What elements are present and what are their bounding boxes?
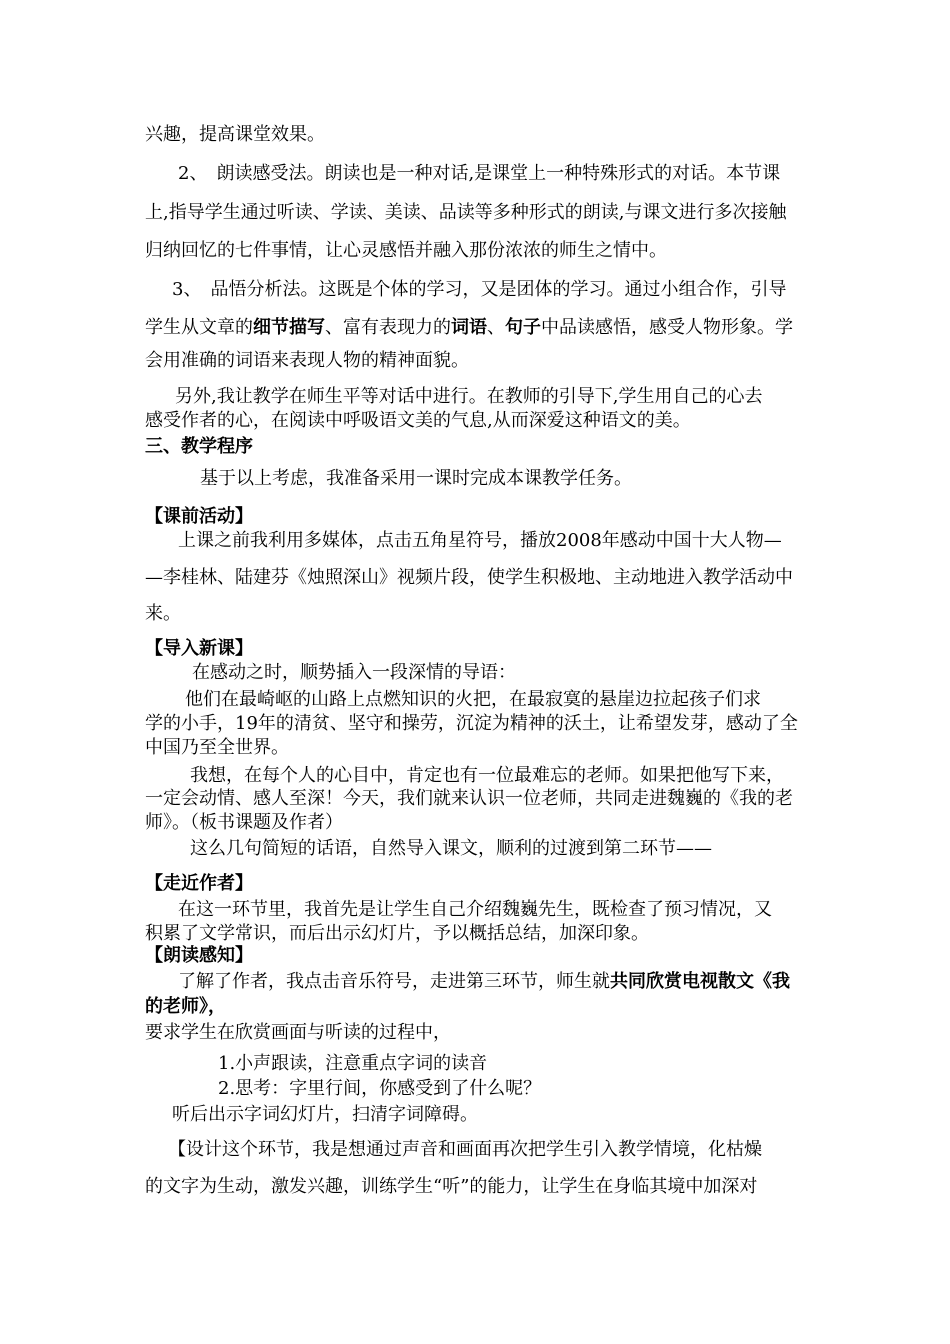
text-line: 基于以上考虑，我准备采用一课时完成本课教学任务。 [200, 468, 632, 489]
bold-text: 句子 [505, 317, 541, 338]
section-heading: 【朗读感知】 [145, 945, 253, 966]
text-line: —李桂林、陆建芬《烛照深山》视频片段，使学生积极地、主动地进入教学活动中 [145, 567, 793, 588]
text-run: 中品读感悟，感受人物形象。学 [541, 317, 793, 338]
text-line: 归纳回忆的七件事情，让心灵感悟并融入那份浓浓的师生之情中。 [145, 240, 667, 261]
text-line [145, 317, 793, 339]
text-run: 了解了作者，我点击音乐符号，走进第三环节，师生就 [178, 971, 610, 992]
section-heading: 三、教学程序 [145, 436, 253, 457]
section-heading: 【课前活动】 [145, 506, 253, 527]
text-line: 他们在最崎岖的山路上点燃知识的火把，在最寂寞的悬崖边拉起孩子们求 [185, 689, 761, 710]
text-line: 在感动之时，顺势插入一段深情的导语： [192, 662, 516, 683]
text-line: 另外,我让教学在师生平等对话中进行。在教师的引导下,学生用自己的心去 [175, 386, 763, 407]
text-line: 2、 朗读感受法。朗读也是一种对话,是课堂上一种特殊形式的对话。本节课 [178, 163, 781, 184]
text-line: 一定会动情、感人至深！今天，我们就来认识一位老师，共同走进魏巍的《我的老 [145, 788, 793, 809]
bold-text: 词语 [451, 317, 487, 338]
text-run: 、 [487, 317, 505, 338]
text-line: 上,指导学生通过听读、学读、美读、品读等多种形式的朗读,与课文进行多次接触 [145, 202, 787, 223]
bold-text: 共同欣赏电视散文《我 [610, 971, 790, 992]
text-line: 兴趣，提高课堂效果。 [145, 124, 325, 145]
text-line: 上课之前我利用多媒体，点击五角星符号，播放2008年感动中国十大人物— [178, 530, 782, 551]
list-item: 1.小声跟读，注意重点字词的读音 [218, 1053, 488, 1074]
text-line: 会用准确的词语来表现人物的精神面貌。 [145, 350, 469, 371]
text-line: 在这一环节里，我首先是让学生自己介绍魏巍先生，既检查了预习情况，又 [178, 899, 772, 920]
text-line: 师》。（板书课题及作者） [145, 812, 343, 833]
text-line: 【设计这个环节，我是想通过声音和画面再次把学生引入教学情境，化枯燥 [168, 1139, 762, 1160]
text-line: 中国乃至全世界。 [145, 737, 289, 758]
section-heading: 【走近作者】 [145, 873, 253, 894]
section-heading: 【导入新课】 [145, 638, 253, 659]
text-line: 3、 品悟分析法。这既是个体的学习，又是团体的学习。通过小组合作，引导 [172, 279, 787, 300]
text-run: 学生从文章的 [145, 317, 253, 338]
text-line: 来。 [145, 603, 181, 624]
text-line: 学的小手，19年的清贫、坚守和操劳，沉淀为精神的沃土，让希望发芽，感动了全 [145, 713, 798, 734]
text-line: 听后出示字词幻灯片，扫清字词障碍。 [172, 1104, 478, 1125]
text-run: 、富有表现力的 [325, 317, 451, 338]
text-line: 感受作者的心，在阅读中呼吸语文美的气息,从而深爱这种语文的美。 [145, 410, 691, 431]
text-line: 要求学生在欣赏画面与听读的过程中， [145, 1022, 451, 1043]
text-line: 我想，在每个人的心目中，肯定也有一位最难忘的老师。如果把他写下来， [190, 765, 784, 786]
text-line: 积累了文学常识，而后出示幻灯片，予以概括总结，加深印象。 [145, 923, 649, 944]
text-line [178, 971, 790, 993]
text-line: 这么几句简短的话语，自然导入课文，顺利的过渡到第二环节—— [190, 838, 712, 859]
bold-text: 的老师》， [145, 996, 226, 1017]
list-item: 2.思考：字里行间，你感受到了什么呢？ [218, 1078, 542, 1099]
text-line: 的文字为生动，激发兴趣，训练学生“听”的能力，让学生在身临其境中加深对 [145, 1176, 758, 1197]
bold-text: 细节描写 [253, 317, 325, 338]
